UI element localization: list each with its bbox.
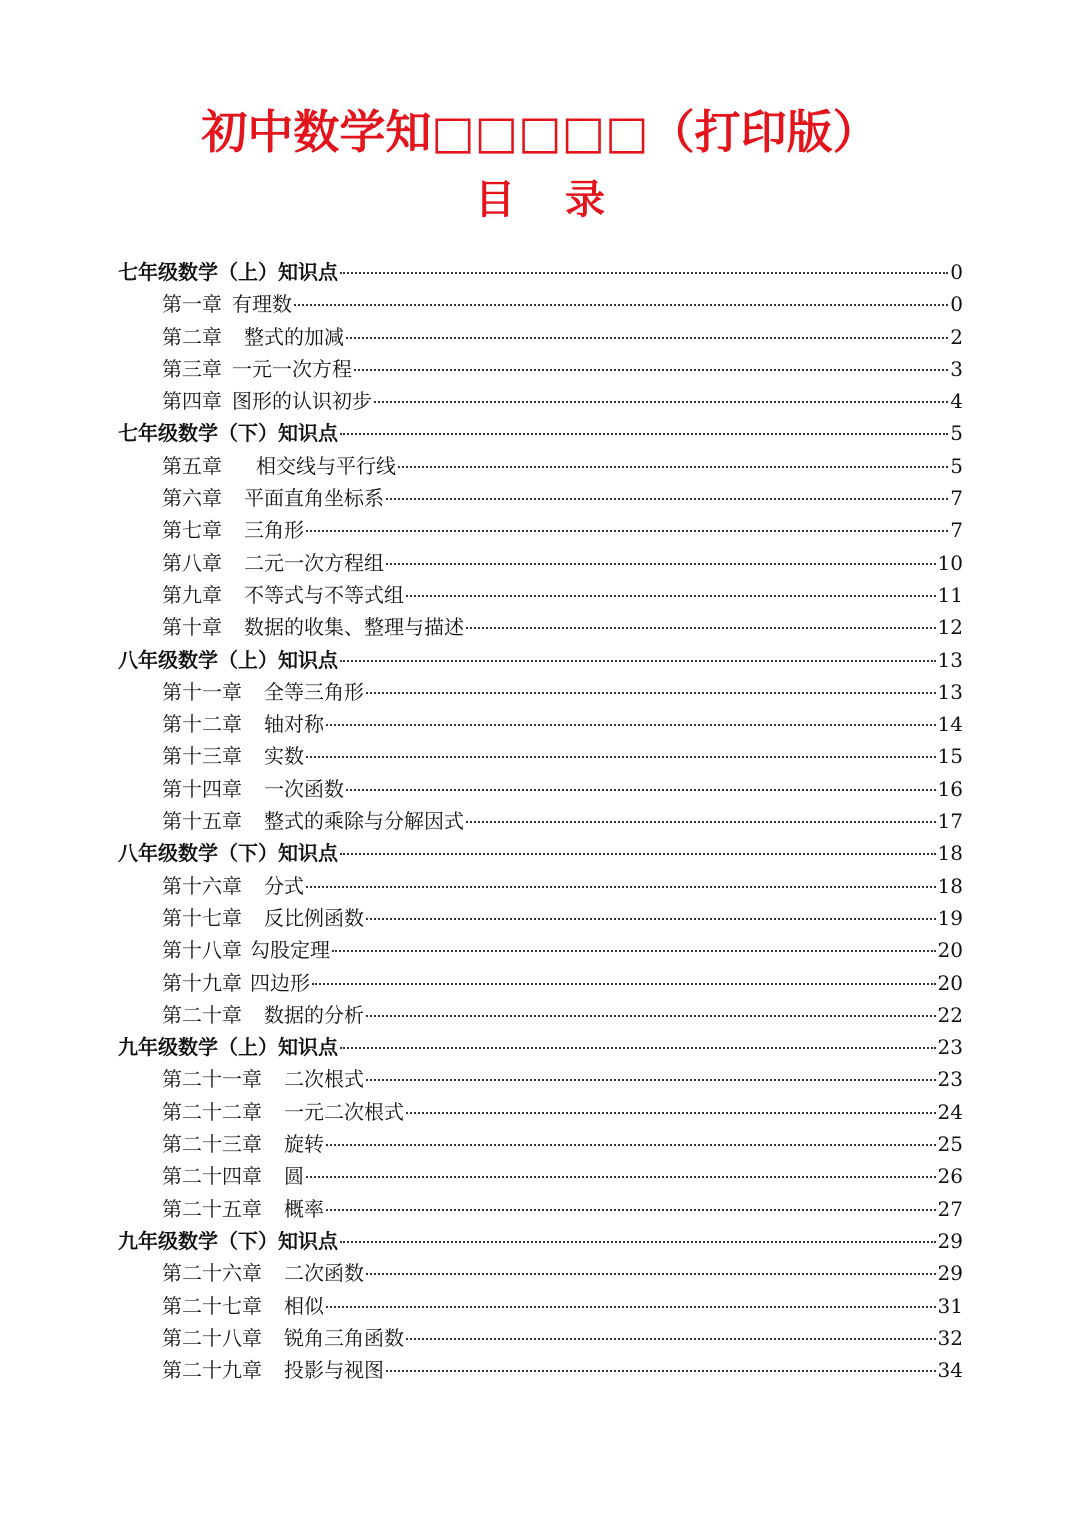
page-number: 22 (937, 1002, 963, 1027)
toc-chapter-entry[interactable] (118, 321, 963, 353)
toc-chapter-entry[interactable] (118, 967, 963, 999)
chapter-number: 第一章 (162, 292, 222, 317)
dot-leader (466, 821, 936, 823)
chapter-number: 第二十七章 (162, 1293, 262, 1318)
toc-section-entry[interactable] (118, 1031, 963, 1063)
chapter-title: 一次函数 (264, 776, 344, 801)
dot-leader (340, 272, 948, 274)
dot-leader (406, 595, 936, 597)
page-number: 12 (937, 615, 963, 640)
dot-leader (346, 789, 936, 791)
page-number: 23 (937, 1035, 963, 1060)
page-number: 17 (937, 809, 963, 834)
toc-chapter-entry[interactable] (118, 611, 963, 643)
chapter-title: 一元二次根式 (284, 1099, 404, 1124)
chapter-number: 第十八章 (162, 938, 242, 963)
toc-chapter-entry[interactable] (118, 353, 963, 385)
chapter-number: 第二十六章 (162, 1261, 262, 1286)
toc-chapter-entry[interactable] (118, 1128, 963, 1160)
page-number: 20 (937, 970, 963, 995)
dot-leader (306, 1176, 936, 1178)
chapter-number: 第八章 (162, 550, 222, 575)
chapter-number: 第十六章 (162, 873, 242, 898)
page-number: 15 (937, 744, 963, 769)
chapter-title: 全等三角形 (264, 679, 364, 704)
chapter-number: 第七章 (162, 518, 222, 543)
dot-leader (340, 1241, 936, 1243)
toc-chapter-entry[interactable] (118, 708, 963, 740)
page-number: 13 (937, 679, 963, 704)
dot-leader (398, 466, 948, 468)
page-number: 24 (937, 1099, 963, 1124)
chapter-number: 第十一章 (162, 679, 242, 704)
page-number: 10 (937, 550, 963, 575)
page-number: 0 (950, 292, 963, 317)
dot-leader (340, 660, 936, 662)
chapter-number: 第十五章 (162, 809, 242, 834)
table-of-contents (118, 256, 963, 1386)
dot-leader (306, 756, 936, 758)
chapter-number: 第二十章 (162, 1002, 242, 1027)
section-title: 八年级数学（下）知识点 (118, 841, 338, 866)
page-number: 16 (937, 776, 963, 801)
section-title: 七年级数学（上）知识点 (118, 260, 338, 284)
toc-chapter-entry[interactable] (118, 450, 963, 482)
dot-leader (354, 369, 948, 371)
chapter-title: 有理数 (232, 292, 292, 317)
page-number: 23 (937, 1067, 963, 1092)
chapter-title: 相交线与平行线 (256, 453, 396, 478)
dot-leader (406, 1112, 936, 1114)
section-title: 九年级数学（下）知识点 (118, 1228, 338, 1253)
toc-chapter-entry[interactable] (118, 902, 963, 934)
dot-leader (366, 1015, 936, 1017)
dot-leader (340, 1047, 936, 1049)
chapter-title: 一元一次方程 (232, 356, 352, 381)
chapter-number: 第十二章 (162, 712, 242, 737)
toc-chapter-entry[interactable] (118, 579, 963, 611)
toc-chapter-entry[interactable] (118, 676, 963, 708)
page-number: 2 (950, 324, 963, 349)
chapter-number: 第二十四章 (162, 1164, 262, 1189)
chapter-title: 勾股定理 (250, 938, 330, 963)
chapter-title: 四边形 (250, 970, 310, 995)
dot-leader (332, 950, 936, 952)
dot-leader (326, 1144, 936, 1146)
chapter-title: 二次函数 (284, 1261, 364, 1286)
chapter-number: 第十九章 (162, 970, 242, 995)
toc-chapter-entry[interactable] (118, 773, 963, 805)
page-number: 0 (950, 260, 963, 284)
chapter-title: 概率 (284, 1196, 324, 1221)
page-number: 25 (937, 1132, 963, 1157)
toc-section-entry[interactable] (118, 644, 963, 676)
chapter-number: 第九章 (162, 582, 222, 607)
dot-leader (366, 1079, 936, 1081)
toc-section-entry[interactable] (118, 837, 963, 869)
chapter-title: 相似 (284, 1293, 324, 1318)
dot-leader (326, 724, 936, 726)
chapter-title: 二元一次方程组 (244, 550, 384, 575)
toc-chapter-entry[interactable] (118, 1160, 963, 1192)
dot-leader (306, 886, 936, 888)
dot-leader (366, 918, 936, 920)
page-number: 20 (937, 938, 963, 963)
dot-leader (326, 1209, 936, 1211)
chapter-number: 第三章 (162, 356, 222, 381)
chapter-title: 分式 (264, 873, 304, 898)
chapter-number: 第二十二章 (162, 1099, 262, 1124)
chapter-title: 实数 (264, 744, 304, 769)
toc-heading: 目录 (475, 177, 655, 223)
chapter-title: 整式的乘除与分解因式 (264, 809, 464, 834)
dot-leader (386, 498, 948, 500)
page-number: 4 (950, 389, 963, 414)
page-number: 5 (950, 453, 963, 478)
toc-section-entry[interactable] (118, 1225, 963, 1257)
page-number: 32 (937, 1325, 963, 1350)
toc-chapter-entry[interactable] (118, 1354, 963, 1386)
toc-chapter-entry[interactable] (118, 870, 963, 902)
page-number: 7 (950, 518, 963, 543)
page-number: 14 (937, 712, 963, 737)
toc-chapter-entry[interactable] (118, 1096, 963, 1128)
dot-leader (306, 530, 948, 532)
toc-chapter-entry[interactable] (118, 1063, 963, 1095)
toc-chapter-entry[interactable] (118, 740, 963, 772)
dot-leader (340, 853, 936, 855)
chapter-title: 整式的加减 (244, 324, 344, 349)
chapter-title: 反比例函数 (264, 905, 364, 930)
toc-chapter-entry[interactable] (118, 1193, 963, 1225)
chapter-number: 第二十九章 (162, 1358, 262, 1383)
page-number: 27 (937, 1196, 963, 1221)
toc-chapter-entry[interactable] (118, 1257, 963, 1289)
chapter-title: 投影与视图 (284, 1358, 384, 1383)
chapter-title: 数据的收集、整理与描述 (244, 615, 464, 640)
dot-leader (326, 1306, 936, 1308)
toc-chapter-entry[interactable] (118, 1322, 963, 1354)
dot-leader (386, 1370, 936, 1372)
toc-section-entry[interactable] (118, 256, 963, 288)
page-number: 34 (937, 1358, 963, 1383)
dot-leader (374, 401, 948, 403)
page-number: 19 (937, 905, 963, 930)
chapter-title: 锐角三角函数 (284, 1325, 404, 1350)
toc-section-entry[interactable] (118, 417, 963, 449)
chapter-title: 二次根式 (284, 1067, 364, 1092)
section-title: 八年级数学（上）知识点 (118, 647, 338, 672)
chapter-title: 图形的认识初步 (232, 389, 372, 414)
dot-leader (312, 983, 936, 985)
toc-chapter-entry[interactable] (118, 547, 963, 579)
chapter-title: 数据的分析 (264, 1002, 364, 1027)
dot-leader (340, 433, 948, 435)
page-number: 29 (937, 1261, 963, 1286)
toc-chapter-entry[interactable] (118, 514, 963, 546)
chapter-number: 第十章 (162, 615, 222, 640)
chapter-number: 第二十八章 (162, 1325, 262, 1350)
chapter-number: 第二十一章 (162, 1067, 262, 1092)
section-title: 九年级数学（上）知识点 (118, 1035, 338, 1060)
chapter-number: 第五章 (162, 453, 222, 478)
page-number: 5 (950, 421, 963, 446)
page-number: 7 (950, 486, 963, 511)
toc-chapter-entry[interactable] (118, 1290, 963, 1322)
page-number: 29 (937, 1228, 963, 1253)
dot-leader (294, 304, 948, 306)
chapter-number: 第二十五章 (162, 1196, 262, 1221)
toc-chapter-entry[interactable] (118, 288, 963, 320)
chapter-number: 第二十三章 (162, 1132, 262, 1157)
chapter-title: 圆 (284, 1164, 304, 1189)
dot-leader (466, 627, 936, 629)
page-number: 11 (937, 582, 963, 607)
page-number: 18 (937, 841, 963, 866)
chapter-number: 第十七章 (162, 905, 242, 930)
dot-leader (366, 692, 936, 694)
toc-chapter-entry[interactable] (118, 805, 963, 837)
page-number: 18 (937, 873, 963, 898)
chapter-title: 旋转 (284, 1132, 324, 1157)
dot-leader (406, 1338, 936, 1340)
page-number: 13 (937, 647, 963, 672)
chapter-title: 平面直角坐标系 (244, 486, 384, 511)
chapter-number: 第十三章 (162, 744, 242, 769)
chapter-number: 第二章 (162, 324, 222, 349)
toc-chapter-entry[interactable] (118, 385, 963, 417)
dot-leader (346, 337, 948, 339)
toc-chapter-entry[interactable] (118, 934, 963, 966)
toc-chapter-entry[interactable] (118, 999, 963, 1031)
page-number: 3 (950, 356, 963, 381)
toc-chapter-entry[interactable] (118, 482, 963, 514)
chapter-title: 轴对称 (264, 712, 324, 737)
chapter-title: 三角形 (244, 518, 304, 543)
page-number: 31 (937, 1293, 963, 1318)
document-title: 初中数学知□□□□□（打印版） (201, 105, 879, 159)
chapter-number: 第六章 (162, 486, 222, 511)
section-title: 七年级数学（下）知识点 (118, 421, 338, 446)
chapter-number: 第十四章 (162, 776, 242, 801)
dot-leader (386, 563, 936, 565)
page-number: 26 (937, 1164, 963, 1189)
dot-leader (366, 1273, 936, 1275)
chapter-number: 第四章 (162, 389, 222, 414)
chapter-title: 不等式与不等式组 (244, 582, 404, 607)
